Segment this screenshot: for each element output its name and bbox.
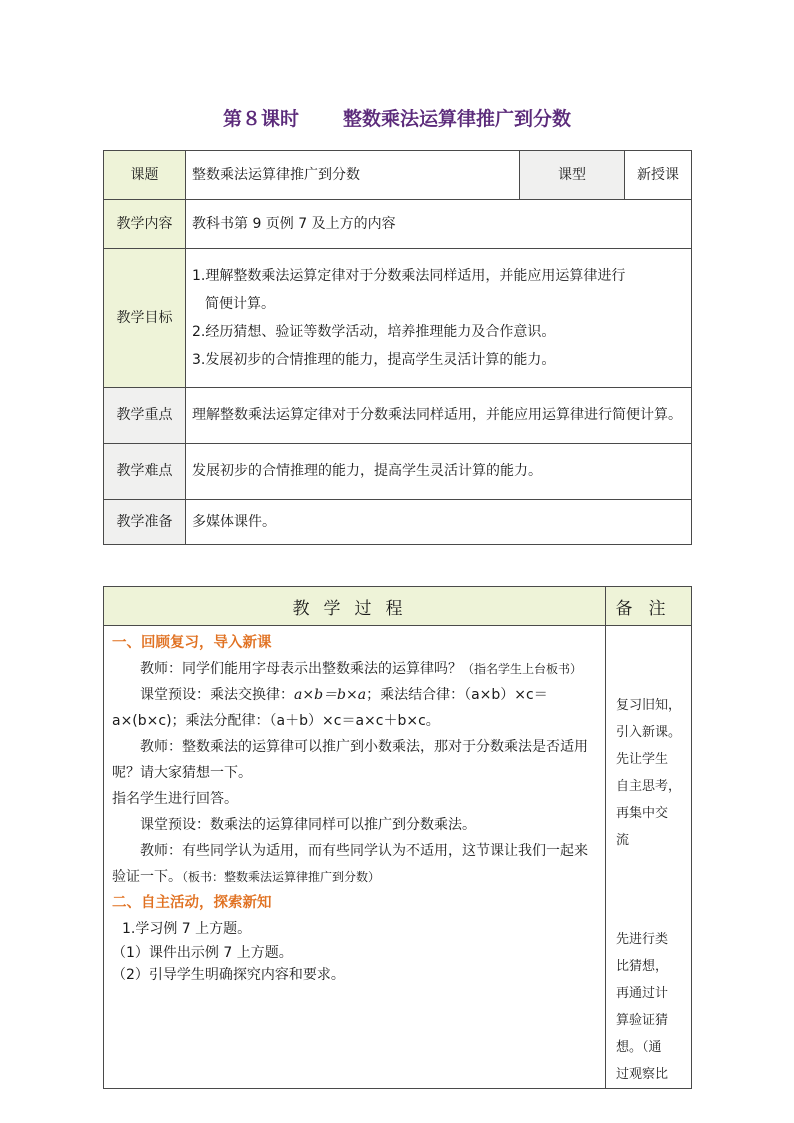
goals-list xyxy=(186,249,692,388)
type-label: 课型 xyxy=(520,151,625,200)
row-topic xyxy=(104,151,692,200)
key-label: 教学重点 xyxy=(104,388,186,444)
lesson-number: 第８课时 xyxy=(222,108,299,130)
section-heading: 二、自主活动，探索新知 xyxy=(112,895,272,911)
process-paragraph: 教师：有些同学认为适用，而有些同学认为不适用，这节课让我们一起来验证一下。（板书：整数乘法运算律推广到分数） xyxy=(112,843,588,885)
process-paragraph: 1.学习例 7 上方题。 xyxy=(122,921,252,937)
content-label: 教学内容 xyxy=(104,200,186,249)
row-goals xyxy=(104,249,692,388)
process-paragraph: 课堂预设：数乘法的运算律同样可以推广到分数乘法。 xyxy=(140,817,476,833)
key-value: 理解整数乘法运算定律对于分数乘法同样适用，并能应用运算律进行简便计算。 xyxy=(186,388,692,444)
type-value: 新授课 xyxy=(625,151,692,200)
process-paragraph: （1）课件出示例 7 上方题。 xyxy=(112,945,293,961)
row-key xyxy=(104,388,692,444)
page-title xyxy=(0,104,794,131)
row-content xyxy=(104,200,692,249)
row-prep xyxy=(104,500,692,545)
notes-column xyxy=(606,626,692,1089)
process-paragraph: （2）引导学生明确探究内容和要求。 xyxy=(112,967,345,983)
notes-header: 备注 xyxy=(606,587,692,626)
teaching-process-table xyxy=(103,586,692,1089)
difficult-value: 发展初步的合情推理的能力，提高学生灵活计算的能力。 xyxy=(186,444,692,500)
content-value: 教科书第 9 页例 7 及上方的内容 xyxy=(186,200,692,249)
difficult-label: 教学难点 xyxy=(104,444,186,500)
process-header: 教学过程 xyxy=(104,587,606,626)
process-body xyxy=(104,626,606,1089)
lesson-info-table xyxy=(103,150,692,545)
prep-label: 教学准备 xyxy=(104,500,186,545)
goal-item: 1.理解整数乘法运算定律对于分数乘法同样适用，并能应用运算律进行 简便计算。 xyxy=(192,268,626,312)
goal-item: 3.发展初步的合情推理的能力，提高学生灵活计算的能力。 xyxy=(192,352,556,368)
process-paragraph: 指名学生进行回答。 xyxy=(112,791,238,807)
note-block: 复习旧知， 引入新课。 先让学生 自主思考， 再集中交 流 xyxy=(616,698,682,848)
row-difficult xyxy=(104,444,692,500)
goals-label: 教学目标 xyxy=(104,249,186,388)
process-paragraph: 教师：同学们能用字母表示出整数乘法的运算律吗？（指名学生上台板书） xyxy=(140,661,583,677)
goal-item: 2.经历猜想、验证等数学活动，培养推理能力及合作意识。 xyxy=(192,324,556,340)
note-block: 先进行类 比猜想， 再通过计 算验证猜 想。（通 过观察比 xyxy=(616,932,669,1082)
lesson-topic: 整数乘法运算律推广到分数 xyxy=(343,108,572,130)
process-paragraph: 教师：整数乘法的运算律可以推广到小数乘法，那对于分数乘法是否适用呢？请大家猜想一下。 xyxy=(112,739,588,781)
process-paragraph: 课堂预设：乘法交换律：a×b＝b×a；乘法结合律：（a×b）×c＝a×(b×c)；乘法分配律：（a＋b）×c＝a×c＋b×c。 xyxy=(112,687,548,729)
prep-value: 多媒体课件。 xyxy=(186,500,692,545)
section-heading: 一、回顾复习，导入新课 xyxy=(112,635,272,651)
topic-value: 整数乘法运算律推广到分数 xyxy=(186,151,520,200)
topic-label: 课题 xyxy=(104,151,186,200)
